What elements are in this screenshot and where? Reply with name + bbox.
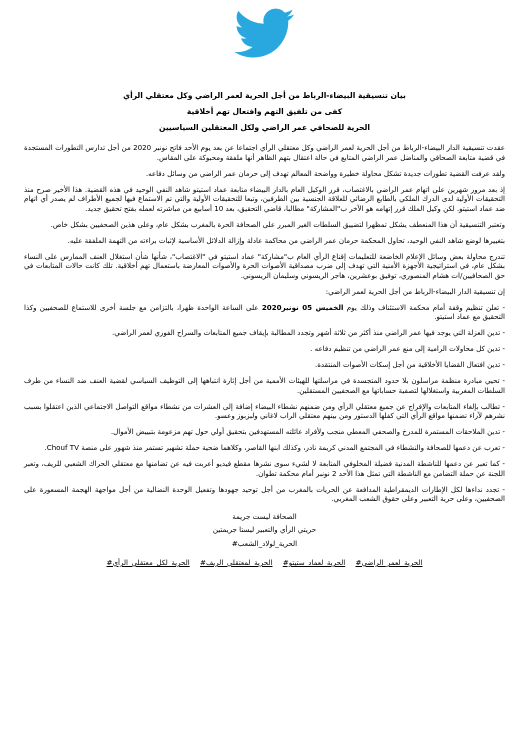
hashtag: الحرية_لعمر_الراضي# (355, 558, 423, 567)
demand-sit-in: - تعلن تنظيم وقفة أمام محكمة الاستئناف وذلك يوم الخميس 05 نونبر2020 على الساعة الواحدة ظهرا، بالتزامن مع جلسة أخرى للاستماع للصحفيين وكذا التحقيق مع عماد استيتو. (24, 302, 505, 321)
demand-item: - تدين العزلة التي يوجد فيها عمر الراضي منذ أكثر من ثلاثة أشهر وتجدد المطالبة بإيقاف جميع المتابعات والسراح الفوري لعمر الراضي. (112, 328, 505, 337)
statement-subtitle: الحرية للصحافي عمر الراضي ولكل المعتقلين السياسيين (158, 123, 371, 132)
demand-item: - تطالب بإلغاء المتابعات والإفراج عن جميع معتقلي الرأي ومن ضمنهم نشطاء البيضاء إضافة إلى العشرات من نشطاء مواقع التواصل الاجتماعي الذين اعتقلوا بسبب نشرهم لآراء تضمنها مواقع الرأي التي كفلها الدستور ومن بينهم معتقلي الراب لاغاني ولبزبوز وعسو. (24, 401, 505, 420)
statement-title: بيان تنسيقية البيضاء-الرباط من أجل الحرية لعمر الراضي وكل معتقلي الرأي (123, 91, 406, 100)
demand-item: - تدين كل محاولات الرامية إلى منع عمر الراضي من تنظيم دفاعه . (310, 344, 505, 353)
sit-in-date: الخميس 05 نونبر2020 (261, 302, 344, 312)
demand-item: - كما تعبر عن دعمها للناشطة المدنية فضيلة المخلوفي المتابعة لا لشيء سوى نشرها مقطع فيديو أعربت فيه عن تضامنها مع معتقلي الحراك الشعبي للريف، وتعبر اللجنة عن حملة التضامن مع الناشطة التي تمثل هذا الأحد 2 نونبر أمام محكمة تطوان. (24, 459, 505, 478)
paragraph-developments: ولقد عرفت القضية تطورات جديدة تشكل محاولة خطيرة وواضحة المعالم تهدف إلى حرمان عمر الراضي من وسائل دفاعه. (145, 168, 505, 178)
demand-item: - تدين افتعال القضايا الأخلاقية من أجل إسكات الأصوات المنتقدة. (314, 360, 505, 369)
paragraph-intro-demands: إن تنسيقية الدار البيضاء-الرباط من أجل الحرية لعمر الراضي: (325, 286, 505, 296)
demand-item: - تعرب عن دعمها للصحافة والنشطاء في المجتمع المدني كريمة نادر، وكذلك ابنها القاصر، وكلاهما ضحية حملة تشهير تستمر منذ شهور على منصة Chouf TV. (44, 443, 505, 452)
paragraph-meeting: عقدت تنسيقية الدار البيضاء-الرباط من أجل الحرية لعمر الراضي وكل معتقلي الرأي اجتماعا عن بعد يوم الأحد فاتح نونبر 2020 من أجل تدارس التطورات المستجدة في قضية متابعة الصحافي والمناضل عمر الراضي المتابع في حالة اعتقال بتهم الظاهر أنها ملفقة ومحبوكة على المقاس. (24, 143, 505, 162)
paragraph-witness: إذ بعد مرور شهرين على اتهام عمر الراضي بالاغتصاب، قرر الوكيل العام بالدار البيضاء متابعة عماد استيتو شاهد النفي الوحيد في هذه القضية. هذا الأخير صرح منذ التحقيقات الأولية لدى الدرك الملكي بالطابع الرضائي للعلاقة الجنسية بين الطرفين، وتبعا للتحقيقات الأولية والتي تم الاستماع فيها لجميع الأطراف لم يصدر أي اتهام ضد عماد استيتو. لكن وكيل الملك قرر إتهامه هو الآخر ب"المشاركة" مطالبا، قاضي التحقيق، بعد 10 أسابيع من مباشرته لعمله بفتح تحقيق جديد. (24, 184, 505, 213)
hashtag-row (24, 558, 505, 568)
paragraph-pressure: وتعتبر التنسيقية أن هذا المنعطف يشكل تمظهرا لتضييق السلطات الغير المبرر على الصحافة الحرة بالمغرب بشكل عام، وعلى هذين الصحفيين بشكل خاص. (50, 219, 505, 229)
hashtag: الحرية_لكل_معتقلي_الرأي# (106, 558, 190, 567)
closing-line: حريتي الرأي والتعبير ليستا جريمتين (212, 525, 317, 534)
closing-line: الصحافة ليست جريمة (232, 511, 297, 521)
closing-hashtag: الحرية_لولاد_الشعب# (231, 538, 298, 548)
demand-item: - تجدد نداءها لكل الإطارات الديمقراطية المدافعة عن الحريات بالمغرب من أجل توحيد جهودها وتفعيل الوحدة النضالية من أجل مواجهة الهجمة المسعورة على الصحفيين، وعلى حرية التعبير وعلى حقوق الشعب المغربي. (24, 484, 505, 503)
hashtag: الحرية_لعماد_ستيتو# (282, 558, 346, 567)
statement-body (24, 90, 505, 568)
statement-slogan: كفى من تلفيق التهم وافتعال تهم أخلاقية (186, 107, 343, 116)
hashtag: الحرية_لمعتقلي_الريف# (200, 558, 273, 567)
demand-item: - تدين الملاحقات المستمرة للمدرخ والصحفي المعطي منجب ولأفراد عائلته المستهدفين بتحقيق أولي حول تهم مزعومة بتبييض الأموال. (110, 427, 505, 436)
demand-item: - تحيي مبادرة منظمة مراسلون بلا حدود المتجسدة في مراسلتها للهيئات الأممية من أجل إثارة انتباهها إلى التوظيف السياسي لقضية العنف ضد النساء من طرف السلطات المغربية واستغلالها لتصفية حساباتها مع الصحفيين المستقلين. (24, 376, 505, 395)
paragraph-fair-trial: بتغييرها لوضع شاهد النفي الوحيد، تحاول المحكمة حرمان عمر الراضي من محاكمة عادلة وإزالة الدلائل الأساسية لإثبات براءته من التهمة الملفقة عليه. (67, 235, 505, 245)
twitter-bird-icon (234, 6, 296, 64)
paragraph-media: تندرج محاولة بعض وسائل الإعلام الخاضعة للتعليمات إقناع الرأي العام ب"مشاركة" عماد استيتو في "الاغتصاب"، شأنها شأن استغلال العنف الممارس على النساء بشكل عام، في استراتيجية الأجهزة الأمنية التي تهدف إلى ضرب مصداقية الأصوات الحرة والأصوات المعارضة باستعمال تهم أخلاقية. تلك كانت حالات المتابعات في حق الصحافيين/ات هشام المنصوري، توفيق بوعشرين، هاجر الريسوني وسليمان الريسوني. (24, 251, 505, 280)
